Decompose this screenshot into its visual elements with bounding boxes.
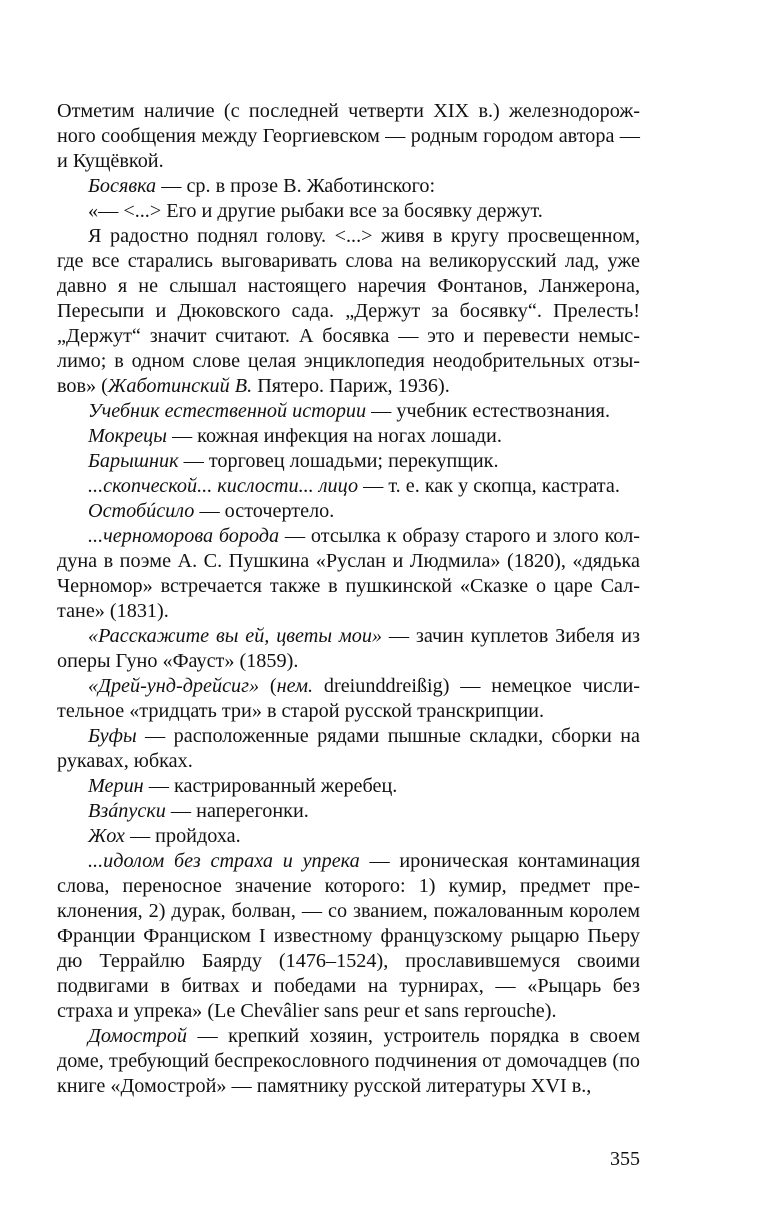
text-run: — учебник естествознания.: [366, 400, 611, 422]
paragraph: [57, 499, 640, 524]
paragraph: [57, 524, 640, 624]
paragraph: [57, 99, 640, 174]
body-text: [57, 99, 640, 1099]
italic-term: ...идолом без страха и упрека: [88, 850, 360, 872]
paragraph: [57, 824, 640, 849]
italic-term: Взáпуски: [88, 800, 166, 822]
italic-term: Домострой: [88, 1025, 187, 1047]
italic-term: ...скопческой... кислости... лицо: [88, 475, 359, 497]
paragraph: [57, 849, 640, 1024]
paragraph: [57, 424, 640, 449]
italic-term: Буфы: [88, 725, 137, 747]
italic-term: Мерин: [88, 775, 144, 797]
text-run: Отметим наличие (с последней четверти XIX в.) железнодорожного сообщения между Георгиевском — родным городом автора — и Кущёвкой.: [57, 100, 640, 172]
paragraph: [57, 174, 640, 199]
paragraph: [57, 399, 640, 424]
text-run: — зачин куплетов Зибеля из оперы Гуно «Фауст» (1859).: [57, 625, 640, 672]
italic-term: Жаботинский В.: [107, 375, 253, 397]
paragraph: [57, 449, 640, 474]
text-run: — кастрированный жеребец.: [143, 775, 398, 797]
paragraph: [57, 674, 640, 724]
paragraph: [57, 799, 640, 824]
text-run: — наперегонки.: [165, 800, 309, 822]
text-run: «— <...> Его и другие рыбаки все за босявку держут.: [88, 200, 543, 222]
italic-term: Босявка: [88, 175, 157, 197]
paragraph: [57, 624, 640, 674]
italic-term: Учебник естественной истории: [88, 400, 367, 422]
text-run: — кожная инфекция на ногах лошади.: [166, 425, 502, 447]
text-run: Пятеро. Париж, 1936).: [252, 375, 450, 397]
text-run: (: [259, 675, 277, 697]
text-run: — ироническая контаминация слова, переносное значение которого: 1) кумир, предмет преклонения, 2) дурак, болван, — со званием, пожалованным королем Франции Франциском I известному французскому рыцарю Пьеру дю Террайлю Баярду (1476–1524), прославившемуся своими подвигами в битвах и победами на турнирах, — «Рыцарь без страха и упрека» (Le Chevâlier sans peur et sans reprouche).: [57, 850, 640, 1022]
text-run: — пройдоха.: [124, 825, 241, 847]
text-run: — т. е. как у скопца, кастрата.: [358, 475, 620, 497]
text-run: Я радостно поднял голову. <...> живя в кругу просвещенном, где все старались выговаривать слова на великорусский лад, уже давно я не слышал настоящего наречия Фонтанов, Ланжерона, Пересыпи и Дюковского сада. „Держут за босявку“. Прелесть! „Держут“ значит считают. А босявка — это и перевести немыслимо; в одном слове целая энциклопедия неодобрительных отзывов» (: [57, 225, 640, 397]
italic-term: Остобúсило: [88, 500, 195, 522]
text-run: — крепкий хозяин, устроитель порядка в своем доме, требующий беспрекословного подчинения от домочадцев (по книге «Домострой» — памятнику русской литературы XVI в.,: [57, 1025, 640, 1097]
italic-term: «Дрей-унд-дрейсиг»: [88, 675, 260, 697]
text-run: — отсылка к образу старого и злого колдуна в поэме А. С. Пушкина «Руслан и Людмила» (1820), «дядька Черномор» встречается также в пушкинской «Сказке о царе Салтане» (1831).: [57, 525, 641, 622]
paragraph: [57, 1024, 640, 1099]
text-run: — расположенные рядами пышные складки, сборки на рукавах, юбках.: [57, 725, 640, 772]
italic-term: ...черноморова борода: [88, 525, 280, 547]
italic-term: Мокрецы: [88, 425, 167, 447]
text-run: dreiunddreißig) — немецкое числительное «тридцать три» в старой русской транскрипции.: [57, 675, 640, 722]
paragraph: [57, 774, 640, 799]
italic-term: «Расскажите вы ей, цветы мои»: [88, 625, 383, 647]
paragraph: [57, 724, 640, 774]
text-run: — торговец лошадьми; перекупщик.: [178, 450, 499, 472]
italic-term: Жох: [88, 825, 125, 847]
italic-term: нем.: [276, 675, 314, 697]
paragraph: [57, 474, 640, 499]
page-number: 355: [610, 1148, 640, 1170]
italic-term: Барышник: [88, 450, 179, 472]
text-run: — ср. в прозе В. Жаботинского:: [156, 175, 436, 197]
text-run: — осточертело.: [194, 500, 335, 522]
paragraph: [57, 199, 640, 224]
paragraph: [57, 224, 640, 399]
